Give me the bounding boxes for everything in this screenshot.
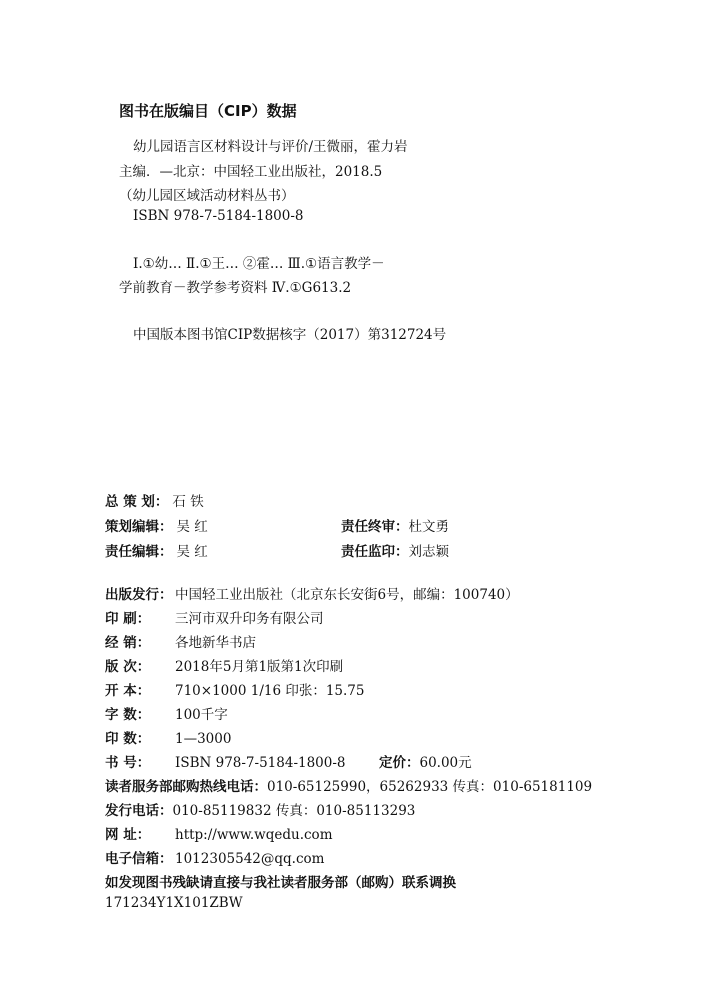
responsible-editor-value: 吴 红 [176,544,208,560]
website-row [105,823,333,843]
printer-row [105,607,324,627]
print-run-value: 1—3000 [175,731,232,747]
isbn-row [105,751,346,771]
word-count-label: 字 数： [105,707,151,723]
reader-service-value: 010-65125990，65262933 传真：010-65181109 [267,779,593,795]
planning-editor-row [105,515,208,535]
email-value: 1012305542@qq.com [175,851,325,867]
print-run-row [105,727,231,747]
book-code: 171234Y1X101ZBW [105,895,243,911]
email-label: 电子信箱： [105,851,173,867]
distributor-label: 经 销： [105,635,151,651]
isbn-value: ISBN 978-7-5184-1800-8 [175,755,346,771]
distributor-row [105,631,256,651]
cip-line-isbn: ISBN 978-7-5184-1800-8 [133,208,304,224]
cip-title: 图书在版编目（CIP）数据 [119,102,297,120]
publisher-row [105,583,519,603]
distributor-value: 各地新华书店 [175,635,256,651]
edition-row [105,655,343,675]
word-count-row [105,703,228,723]
replacement-notice: 如发现图书残缺请直接与我社读者服务部（邮购）联系调换 [105,875,456,891]
planner-label: 总 策 划： [105,494,169,510]
format-label: 开 本： [105,683,151,699]
website-label: 网 址： [105,827,151,843]
final-reviewer-value: 杜文勇 [408,519,449,535]
planning-editor-label: 策划编辑： [105,519,173,535]
cip-line-publisher: 主编．—北京：中国轻工业出版社，2018.5 [119,164,383,180]
print-supervisor-label: 责任监印： [341,544,409,560]
reader-service-label: 读者服务部邮购热线电话： [105,779,267,795]
final-reviewer-label: 责任终审： [341,519,409,535]
word-count-value: 100千字 [175,707,228,723]
planning-editor-value: 吴 红 [176,519,208,535]
cip-line-title-author: 幼儿园语言区材料设计与评价/王微丽，霍力岩 [133,139,408,155]
format-value: 710×1000 1/16 印张：15.75 [175,683,365,699]
price-value: 60.00元 [419,755,472,771]
reader-service-row [105,775,592,795]
publisher-label: 出版发行： [105,587,173,603]
sales-phone-label: 发行电话： [105,803,173,819]
responsible-editor-label: 责任编辑： [105,544,173,560]
cip-line-classification-1: Ⅰ.①幼… Ⅱ.①王… ②霍… Ⅲ.①语言教学－ [133,256,385,272]
planner-value: 石 铁 [172,494,204,510]
final-reviewer-row [341,515,449,535]
website-value: http://www.wqedu.com [175,827,333,843]
responsible-editor-row [105,540,208,560]
cip-line-series: （幼儿园区域活动材料丛书） [119,188,295,204]
print-supervisor-row [341,540,449,560]
edition-label: 版 次： [105,659,151,675]
price-row [379,751,472,771]
format-row [105,679,364,699]
isbn-label: 书 号： [105,755,151,771]
email-row [105,847,324,867]
planner-row [105,490,204,510]
print-run-label: 印 数： [105,731,151,747]
print-supervisor-value: 刘志颖 [408,544,449,560]
edition-value: 2018年5月第1版第1次印刷 [175,659,344,675]
sales-phone-value: 010-85119832 传真：010-85113293 [172,803,416,819]
printer-label: 印 刷： [105,611,151,627]
publisher-value: 中国轻工业出版社（北京东长安街6号，邮编：100740） [175,587,519,603]
cip-line-record-number: 中国版本图书馆CIP数据核字（2017）第312724号 [133,327,447,343]
sales-phone-row [105,799,415,819]
price-label: 定价： [379,755,420,771]
printer-value: 三河市双升印务有限公司 [175,611,324,627]
cip-line-classification-2: 学前教育－教学参考资料 Ⅳ.①G613.2 [119,280,352,296]
